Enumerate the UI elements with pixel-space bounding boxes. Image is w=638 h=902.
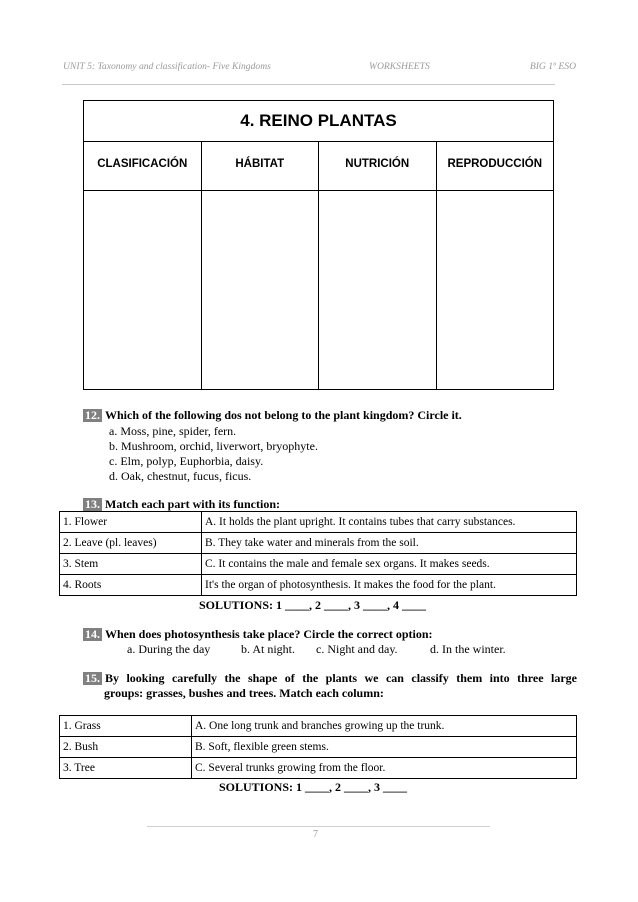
column-habitat: [202, 141, 320, 389]
solutions-line[interactable]: SOLUTIONS: 1 ____, 2 ____, 3 ____: [219, 780, 408, 794]
column-classification: [84, 141, 202, 389]
table-cell: A. It holds the plant upright. It contains tubes that carry substances.: [202, 512, 577, 533]
question-13-title: [83, 497, 280, 512]
table-cell: A. One long trunk and branches growing up the trunk.: [192, 716, 577, 737]
match-table-parts: [59, 511, 577, 596]
table-cell: 4. Roots: [60, 575, 202, 596]
table-cell: B. They take water and minerals from the soil.: [202, 533, 577, 554]
question-14-title: [83, 627, 433, 642]
question-text: By looking carefully the shape of the plants we can classify them into three large: [105, 671, 577, 685]
table-row: [60, 737, 577, 758]
column-nutrition: [319, 141, 437, 389]
page-header: [63, 61, 576, 75]
column-header: HÁBITAT: [202, 141, 319, 191]
table-cell: 3. Tree: [60, 758, 192, 779]
question-option: d. Oak, chestnut, fucus, ficus.: [109, 469, 252, 483]
question-text: Which of the following dos not belong to the plant kingdom? Circle it.: [105, 408, 462, 422]
page-number: 7: [313, 829, 318, 840]
question-option[interactable]: c. Night and day.: [316, 642, 398, 656]
footer-divider: [147, 826, 490, 827]
table-row: [60, 758, 577, 779]
table-row: [60, 533, 577, 554]
question-option[interactable]: a. During the day: [127, 642, 211, 656]
question-15-title: [83, 671, 577, 686]
table-cell: 2. Bush: [60, 737, 192, 758]
table-row: [60, 575, 577, 596]
table-cell: 3. Stem: [60, 554, 202, 575]
table-cell: C. It contains the male and female sex organs. It makes seeds.: [202, 554, 577, 575]
table-cell: 1. Flower: [60, 512, 202, 533]
question-option[interactable]: b. At night.: [241, 642, 296, 656]
column-header: CLASIFICACIÓN: [84, 141, 201, 191]
table-cell: B. Soft, flexible green stems.: [192, 737, 577, 758]
question-option: a. Moss, pine, spider, fern.: [109, 424, 237, 438]
header-divider: [62, 84, 555, 85]
table-row: [60, 554, 577, 575]
question-text: When does photosynthesis take place? Circle the correct option:: [105, 627, 433, 641]
column-header: REPRODUCCIÓN: [437, 141, 554, 191]
question-number-badge: 14.: [85, 627, 100, 641]
question-15-title-continued: groups: grasses, bushes and trees. Match each column:: [104, 686, 384, 700]
question-option: b. Mushroom, orchid, liverwort, bryophyte.: [109, 439, 318, 453]
question-option[interactable]: d. In the winter.: [430, 642, 506, 656]
table-cell: 1. Grass: [60, 716, 192, 737]
kingdom-table-columns: [84, 141, 553, 389]
question-number-badge: 13.: [85, 497, 100, 511]
column-reproduction: [437, 141, 554, 389]
header-course: BIG 1º ESO: [529, 61, 576, 72]
match-table-plants: [59, 715, 577, 779]
kingdom-table-title: 4. REINO PLANTAS: [84, 101, 553, 142]
header-unit-title: UNIT 5: Taxonomy and classification- Five Kingdoms: [63, 61, 271, 72]
table-row: [60, 716, 577, 737]
table-cell: C. Several trunks growing from the floor.: [192, 758, 577, 779]
question-number-badge: 15.: [85, 671, 100, 685]
question-text: Match each part with its function:: [105, 497, 280, 511]
solutions-line[interactable]: SOLUTIONS: 1 ____, 2 ____, 3 ____, 4 ____: [199, 598, 427, 612]
column-header: NUTRICIÓN: [319, 141, 436, 191]
question-12-title: [83, 408, 462, 423]
table-row: [60, 512, 577, 533]
table-cell: 2. Leave (pl. leaves): [60, 533, 202, 554]
question-number-badge: 12.: [85, 408, 100, 422]
header-worksheets: WORKSHEETS: [369, 61, 430, 72]
kingdom-table: [83, 100, 554, 390]
question-option: c. Elm, polyp, Euphorbia, daisy.: [109, 454, 264, 468]
table-cell: It's the organ of photosynthesis. It makes the food for the plant.: [202, 575, 577, 596]
